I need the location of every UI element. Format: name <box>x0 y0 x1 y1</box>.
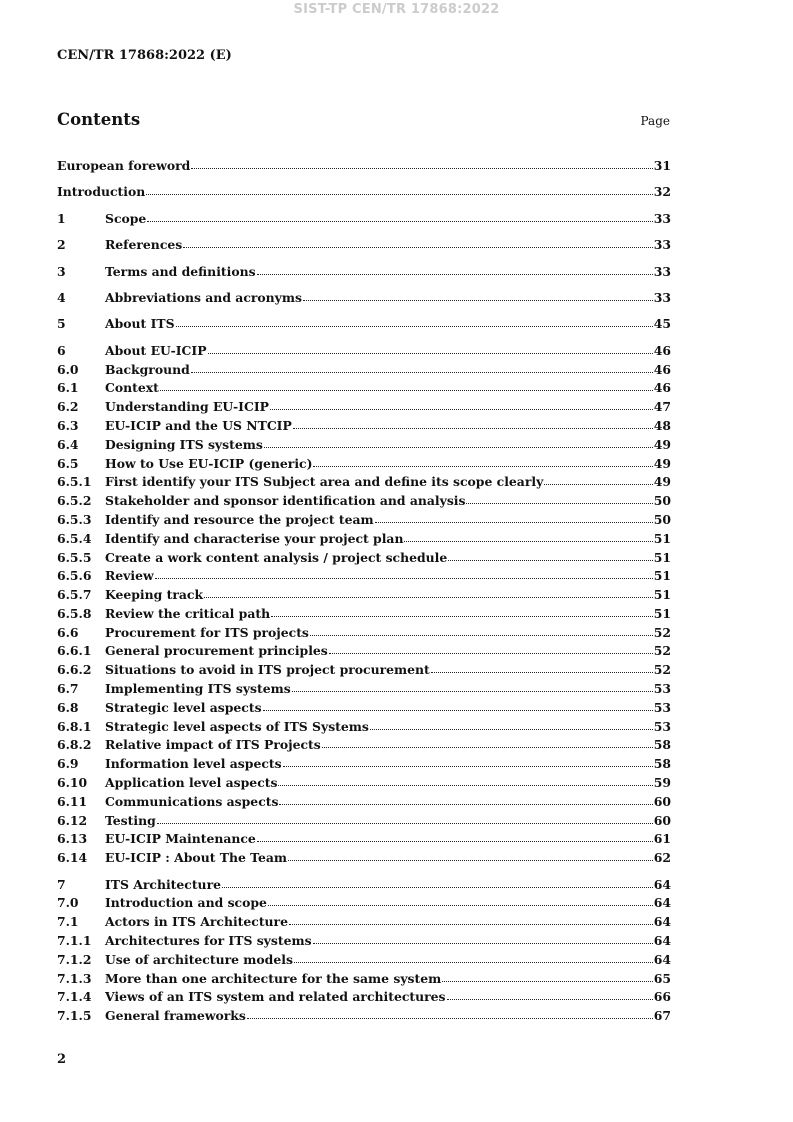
toc-dot-leader <box>204 596 653 598</box>
toc-dot-leader <box>268 904 653 906</box>
toc-entry-title: Testing <box>105 812 156 828</box>
toc-entry-page: 62 <box>653 850 671 866</box>
toc-dot-leader <box>292 690 653 692</box>
toc-dot-leader <box>155 577 653 579</box>
toc-dot-leader <box>257 840 653 842</box>
toc-entry-number: 6.8.1 <box>57 718 92 734</box>
toc-entry-page: 51 <box>653 568 671 584</box>
toc-entry-page: 33 <box>653 263 671 279</box>
toc-entry-page: 60 <box>653 793 671 809</box>
toc-entry-page: 64 <box>653 914 671 930</box>
toc-dot-leader <box>222 886 653 888</box>
toc-entry-number: 6.5.1 <box>57 474 92 490</box>
toc-entry-title: EU-ICIP : About The Team <box>105 850 287 866</box>
toc-entry[interactable] <box>57 343 671 362</box>
toc-entry[interactable] <box>57 237 671 256</box>
toc-entry-number: 7.1.3 <box>57 970 92 986</box>
toc-entry-number: 6.12 <box>57 812 88 828</box>
toc-entry-number: 6.5.6 <box>57 568 92 584</box>
toc-entry[interactable] <box>57 813 671 832</box>
toc-dot-leader <box>270 408 653 410</box>
toc-entry-number: 6.6.1 <box>57 643 92 659</box>
toc-entry[interactable] <box>57 971 671 990</box>
toc-entry-page: 52 <box>653 662 671 678</box>
toc-entry-page: 45 <box>653 316 671 332</box>
toc-entry-page: 46 <box>653 342 671 358</box>
toc-entry[interactable] <box>57 184 671 203</box>
toc-entry-title: Information level aspects <box>105 756 282 772</box>
toc-entry[interactable] <box>57 568 671 587</box>
toc-dot-leader <box>288 859 653 861</box>
toc-entry[interactable] <box>57 437 671 456</box>
toc-entry-number: 4 <box>57 289 66 305</box>
toc-entry-title: General procurement principles <box>105 643 328 659</box>
toc-entry-number: 2 <box>57 237 66 253</box>
toc-dot-leader <box>313 465 652 467</box>
toc-entry[interactable] <box>57 158 671 177</box>
toc-entry-number: 1 <box>57 210 66 226</box>
toc-entry-title: Understanding EU-ICIP <box>105 399 269 415</box>
toc-entry[interactable] <box>57 850 671 869</box>
toc-dot-leader <box>191 371 653 373</box>
toc-entry[interactable] <box>57 933 671 952</box>
toc-entry-page: 49 <box>653 436 671 452</box>
toc-entry[interactable] <box>57 1008 671 1027</box>
watermark: SIST-TP CEN/TR 17868:2022 <box>293 2 500 17</box>
toc-entry[interactable] <box>57 700 671 719</box>
toc-entry-number: 6.6 <box>57 624 79 640</box>
toc-entry-title: Designing ITS systems <box>105 436 263 452</box>
toc-entry-number: 6.11 <box>57 793 88 809</box>
toc-entry-title: Terms and definitions <box>105 263 256 279</box>
toc-dot-leader <box>329 652 653 654</box>
toc-dot-leader <box>313 942 653 944</box>
page-column-heading: Page <box>640 114 670 128</box>
toc-entry-number: 7.1.2 <box>57 951 92 967</box>
toc-entry-title: Architectures for ITS systems <box>105 933 312 949</box>
toc-dot-leader <box>183 246 653 248</box>
toc-dot-leader <box>294 961 653 963</box>
toc-entry[interactable] <box>57 952 671 971</box>
toc-entry[interactable] <box>57 290 671 309</box>
toc-entry-title: Views of an ITS system and related architectures <box>105 989 446 1005</box>
toc-entry-page: 53 <box>653 718 671 734</box>
toc-entry-title: Strategic level aspects of ITS Systems <box>105 718 369 734</box>
toc-entry[interactable] <box>57 512 671 531</box>
toc-entry[interactable] <box>57 681 671 700</box>
document-id: CEN/TR 17868:2022 (E) <box>57 48 232 63</box>
toc-entry[interactable] <box>57 211 671 230</box>
toc-entry-title: Identify and resource the project team <box>105 511 374 527</box>
toc-entry-number: 6 <box>57 342 66 358</box>
toc-entry-number: 6.5.7 <box>57 587 92 603</box>
toc-dot-leader <box>370 728 653 730</box>
toc-entry[interactable] <box>57 775 671 794</box>
toc-entry[interactable] <box>57 587 671 606</box>
toc-entry-title: Background <box>105 361 190 377</box>
toc-entry-number: 6.5.4 <box>57 530 92 546</box>
toc-entry-title: Stakeholder and sponsor identification and analysis <box>105 493 466 509</box>
table-of-contents <box>57 158 671 1027</box>
toc-entry-number: 7 <box>57 876 66 892</box>
toc-entry-page: 49 <box>653 474 671 490</box>
toc-entry[interactable] <box>57 719 671 738</box>
toc-dot-leader <box>466 502 652 504</box>
toc-entry-title: Application level aspects <box>105 775 278 791</box>
toc-dot-leader <box>160 389 653 391</box>
toc-dot-leader <box>404 540 652 542</box>
toc-dot-leader <box>146 193 653 195</box>
toc-entry[interactable] <box>57 362 671 381</box>
toc-entry-page: 52 <box>653 643 671 659</box>
toc-entry-number: 3 <box>57 263 66 279</box>
toc-entry-number: 6.5.5 <box>57 549 92 565</box>
toc-entry-title: Introduction <box>57 184 146 200</box>
toc-entry-title: Communications aspects <box>105 793 279 809</box>
toc-entry-page: 46 <box>653 380 671 396</box>
toc-dot-leader <box>303 299 653 301</box>
toc-dot-leader <box>279 803 652 805</box>
toc-entry-page: 52 <box>653 624 671 640</box>
toc-entry-page: 50 <box>653 493 671 509</box>
toc-entry-number: 6.7 <box>57 681 79 697</box>
toc-dot-leader <box>208 352 653 354</box>
toc-entry-title: Use of architecture models <box>105 951 293 967</box>
toc-entry-title: About ITS <box>105 316 175 332</box>
toc-entry-title: Actors in ITS Architecture <box>105 914 288 930</box>
toc-entry-page: 51 <box>653 587 671 603</box>
toc-entry-number: 5 <box>57 316 66 332</box>
toc-entry[interactable] <box>57 914 671 933</box>
toc-entry[interactable] <box>57 643 671 662</box>
toc-dot-leader <box>147 220 652 222</box>
toc-entry-page: 32 <box>653 184 671 200</box>
toc-entry-title: Create a work content analysis / project schedule <box>105 549 448 565</box>
toc-entry[interactable] <box>57 493 671 512</box>
toc-dot-leader <box>289 923 653 925</box>
toc-entry-title: Situations to avoid in ITS project procurement <box>105 662 430 678</box>
toc-entry-number: 6.5 <box>57 455 79 471</box>
toc-dot-leader <box>157 822 653 824</box>
toc-entry-number: 6.1 <box>57 380 79 396</box>
toc-entry[interactable] <box>57 756 671 775</box>
toc-entry[interactable] <box>57 625 671 644</box>
toc-entry-number: 6.8.2 <box>57 737 92 753</box>
toc-entry-number: 6.5.3 <box>57 511 92 527</box>
toc-entry-title: Review the critical path <box>105 605 271 621</box>
toc-entry-title: Scope <box>105 210 147 226</box>
toc-entry-title: ITS Architecture <box>105 876 221 892</box>
toc-entry-page: 46 <box>653 361 671 377</box>
toc-entry-page: 33 <box>653 289 671 305</box>
toc-entry[interactable] <box>57 399 671 418</box>
toc-dot-leader <box>278 784 652 786</box>
toc-entry-page: 60 <box>653 812 671 828</box>
toc-entry-number: 6.14 <box>57 850 88 866</box>
toc-entry-number: 6.3 <box>57 417 79 433</box>
toc-dot-leader <box>293 427 653 429</box>
toc-entry-number: 6.2 <box>57 399 79 415</box>
toc-entry-number: 6.0 <box>57 361 79 377</box>
toc-entry-title: Implementing ITS systems <box>105 681 291 697</box>
toc-entry[interactable] <box>57 380 671 399</box>
toc-entry-title: Abbreviations and acronyms <box>105 289 302 305</box>
toc-entry[interactable] <box>57 831 671 850</box>
toc-dot-leader <box>448 559 652 561</box>
toc-entry-page: 49 <box>653 455 671 471</box>
toc-entry-page: 48 <box>653 417 671 433</box>
toc-entry-number: 6.8 <box>57 699 79 715</box>
toc-entry[interactable] <box>57 456 671 475</box>
toc-entry-title: EU-ICIP and the US NTCIP <box>105 417 292 433</box>
toc-entry-number: 7.1.1 <box>57 933 92 949</box>
toc-dot-leader <box>263 709 653 711</box>
toc-entry-title: General frameworks <box>105 1008 246 1024</box>
toc-entry-title: European foreword <box>57 158 191 173</box>
toc-entry-number: 6.13 <box>57 831 88 847</box>
toc-dot-leader <box>247 1017 653 1019</box>
toc-entry-page: 67 <box>653 1008 671 1024</box>
toc-entry-page: 61 <box>653 831 671 847</box>
toc-entry-number: 6.4 <box>57 436 79 452</box>
toc-dot-leader <box>271 615 653 617</box>
toc-entry-page: 65 <box>653 970 671 986</box>
toc-entry-page: 58 <box>653 756 671 772</box>
contents-title: Contents <box>57 110 141 129</box>
toc-entry-number: 6.5.2 <box>57 493 92 509</box>
toc-entry-page: 31 <box>653 158 671 173</box>
toc-entry-number: 6.6.2 <box>57 662 92 678</box>
toc-entry[interactable] <box>57 877 671 896</box>
toc-entry-title: How to Use EU-ICIP (generic) <box>105 455 313 471</box>
toc-entry[interactable] <box>57 474 671 493</box>
toc-dot-leader <box>431 671 653 673</box>
toc-dot-leader <box>447 998 653 1000</box>
toc-entry-title: EU-ICIP Maintenance <box>105 831 256 847</box>
toc-entry[interactable] <box>57 989 671 1008</box>
toc-entry-page: 33 <box>653 237 671 253</box>
toc-entry[interactable] <box>57 737 671 756</box>
toc-entry-title: About EU-ICIP <box>105 342 207 358</box>
toc-entry-title: Keeping track <box>105 587 204 603</box>
toc-entry-title: More than one architecture for the same system <box>105 970 442 986</box>
toc-entry-page: 64 <box>653 951 671 967</box>
toc-entry[interactable] <box>57 316 671 335</box>
toc-entry-page: 33 <box>653 210 671 226</box>
toc-entry-title: Introduction and scope <box>105 895 267 911</box>
toc-entry-page: 51 <box>653 530 671 546</box>
toc-entry[interactable] <box>57 895 671 914</box>
toc-entry-number: 6.10 <box>57 775 88 791</box>
toc-entry-number: 6.9 <box>57 756 79 772</box>
toc-entry-number: 6.5.8 <box>57 605 92 621</box>
toc-entry-title: Identify and characterise your project plan <box>105 530 404 546</box>
toc-entry-number: 7.0 <box>57 895 79 911</box>
toc-entry-title: First identify your ITS Subject area and define its scope clearly <box>105 474 544 490</box>
toc-dot-leader <box>544 483 652 485</box>
toc-entry-title: Strategic level aspects <box>105 699 262 715</box>
toc-dot-leader <box>310 634 653 636</box>
toc-dot-leader <box>264 446 653 448</box>
footer-page-number: 2 <box>57 1052 67 1067</box>
toc-entry-page: 50 <box>653 511 671 527</box>
toc-entry-title: Review <box>105 568 154 584</box>
toc-entry-page: 53 <box>653 699 671 715</box>
toc-entry-title: Relative impact of ITS Projects <box>105 737 321 753</box>
toc-entry[interactable] <box>57 418 671 437</box>
toc-entry-page: 51 <box>653 549 671 565</box>
toc-dot-leader <box>442 980 653 982</box>
toc-entry-page: 53 <box>653 681 671 697</box>
toc-entry[interactable] <box>57 606 671 625</box>
toc-dot-leader <box>191 167 652 169</box>
toc-entry-title: Procurement for ITS projects <box>105 624 309 640</box>
toc-entry-page: 64 <box>653 895 671 911</box>
toc-entry-page: 59 <box>653 775 671 791</box>
toc-entry-number: 7.1 <box>57 914 79 930</box>
toc-entry-title: References <box>105 237 183 253</box>
toc-entry[interactable] <box>57 662 671 681</box>
toc-dot-leader <box>257 273 653 275</box>
toc-entry-page: 58 <box>653 737 671 753</box>
toc-entry-page: 66 <box>653 989 671 1005</box>
toc-entry-page: 47 <box>653 399 671 415</box>
toc-entry[interactable] <box>57 531 671 550</box>
toc-entry-page: 64 <box>653 876 671 892</box>
toc-entry[interactable] <box>57 794 671 813</box>
toc-entry-number: 7.1.4 <box>57 989 92 1005</box>
toc-entry-page: 64 <box>653 933 671 949</box>
toc-entry[interactable] <box>57 550 671 569</box>
toc-dot-leader <box>322 746 653 748</box>
toc-dot-leader <box>176 325 653 327</box>
toc-entry-page: 51 <box>653 605 671 621</box>
toc-entry-title: Context <box>105 380 159 396</box>
toc-dot-leader <box>283 765 653 767</box>
toc-dot-leader <box>375 521 653 523</box>
toc-entry[interactable] <box>57 264 671 283</box>
toc-entry-number: 7.1.5 <box>57 1008 92 1024</box>
